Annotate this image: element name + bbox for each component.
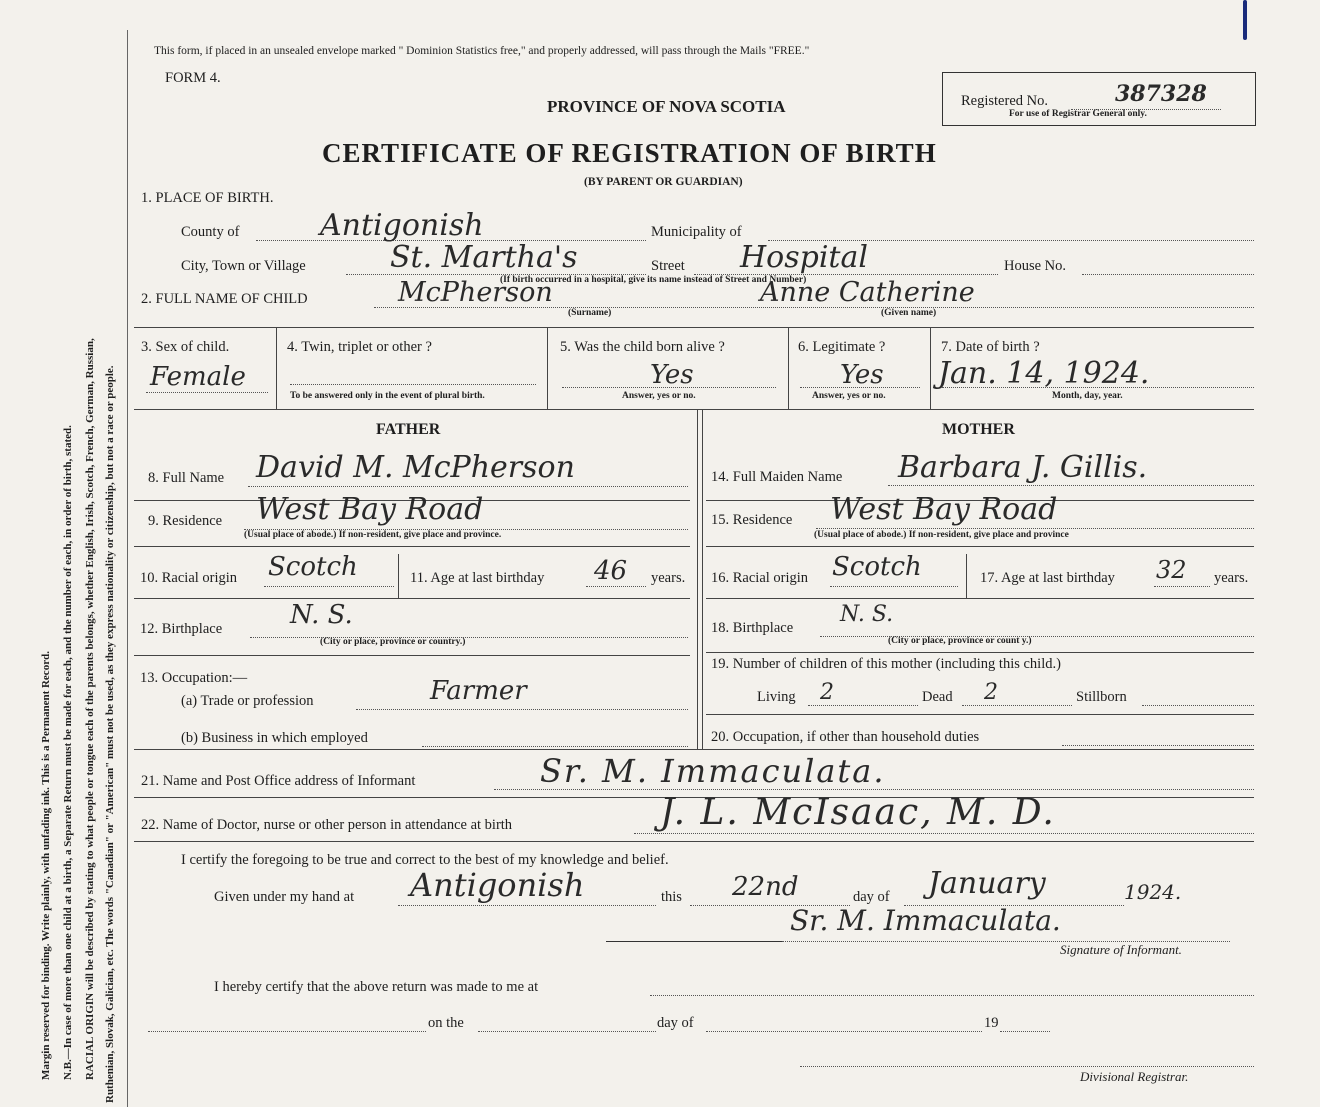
dob-note: Month, day, year. <box>1052 391 1123 401</box>
mother-heading: MOTHER <box>942 421 1015 438</box>
county-value: Antigonish <box>320 208 484 243</box>
legitimate-label: 6. Legitimate ? <box>798 339 886 355</box>
registrar-note: For use of Registrar General only. <box>1009 109 1147 119</box>
father-name-value: David M. McPherson <box>256 450 575 485</box>
father-birthplace-label: 12. Birthplace <box>140 621 223 637</box>
form-number: FORM 4. <box>165 70 221 86</box>
alive-label: 5. Was the child born alive ? <box>560 339 725 355</box>
street-value: Hospital <box>740 240 868 275</box>
child-given-value: Anne Catherine <box>760 277 975 308</box>
mother-name-value: Barbara J. Gillis. <box>898 450 1148 485</box>
alive-note: Answer, yes or no. <box>622 391 696 401</box>
mother-birthplace-value: N. S. <box>840 602 894 627</box>
child-surname-value: McPherson <box>398 277 553 308</box>
business-label: (b) Business in which employed <box>181 730 368 746</box>
mother-occupation-label: 20. Occupation, if other than household duties <box>711 729 980 745</box>
sex-value: Female <box>150 362 246 392</box>
twin-label: 4. Twin, triplet or other ? <box>287 339 432 355</box>
on-the-label: on the <box>428 1015 464 1031</box>
certificate-subtitle: (BY PARENT OR GUARDIAN) <box>584 176 743 188</box>
sex-label: 3. Sex of child. <box>141 339 230 355</box>
father-residence-value: West Bay Road <box>256 492 484 527</box>
mother-birthplace-label: 18. Birthplace <box>711 620 794 636</box>
living-value: 2 <box>820 680 834 705</box>
binding-rule <box>127 30 128 1107</box>
registered-box <box>942 72 1256 126</box>
mother-name-label: 14. Full Maiden Name <box>711 469 843 485</box>
mother-race-label: 16. Racial origin <box>711 570 809 586</box>
mother-birthplace-note: (City or place, province or count y.) <box>888 636 1032 646</box>
city-value: St. Martha's <box>390 240 578 275</box>
street-label: Street <box>651 258 685 274</box>
day-value: 22nd <box>732 872 799 902</box>
margin-line-1: Margin reserved for binding. Write plainly, with unfading ink. This is a Permanent Record. <box>40 651 52 1080</box>
mother-residence-label: 15. Residence <box>711 512 793 528</box>
signature-caption: Signature of Informant. <box>1060 942 1182 957</box>
father-residence-note: (Usual place of abode.) If non-resident, give place and province. <box>244 530 502 540</box>
registrar-day-of-label: day of <box>657 1015 694 1031</box>
alive-value: Yes <box>650 360 694 390</box>
father-birthplace-value: N. S. <box>290 600 353 630</box>
father-years-label: years. <box>651 570 686 586</box>
occupation-label: 13. Occupation:— <box>140 670 248 686</box>
registered-label: Registered No. <box>961 93 1048 109</box>
certificate-title: CERTIFICATE OF REGISTRATION OF BIRTH <box>322 138 937 168</box>
informant-label: 21. Name and Post Office address of Informant <box>141 773 416 789</box>
father-race-value: Scotch <box>268 552 358 582</box>
father-age-value: 46 <box>594 556 628 586</box>
place-heading: 1. PLACE OF BIRTH. <box>141 190 274 206</box>
surname-caption: (Surname) <box>568 308 612 318</box>
father-residence-label: 9. Residence <box>148 513 223 529</box>
city-label: City, Town or Village <box>181 258 306 274</box>
doctor-value: J. L. McIsaac, M. D. <box>660 792 1056 833</box>
margin-notes <box>0 0 128 1107</box>
municipality-label: Municipality of <box>651 224 742 240</box>
twin-note: To be answered only in the event of plural birth. <box>290 391 485 401</box>
given-place-value: Antigonish <box>410 866 585 904</box>
father-race-label: 10. Racial origin <box>140 570 238 586</box>
dob-label: 7. Date of birth ? <box>941 339 1040 355</box>
doctor-label: 22. Name of Doctor, nurse or other person in attendance at birth <box>141 817 513 833</box>
margin-line-4: Ruthenian, Slovak, Galician, etc. The words "Canadian" or "American" must not be used, as they express nationality or citizenship, but not a race or people. <box>104 365 116 1103</box>
living-label: Living <box>757 689 796 705</box>
mother-age-value: 32 <box>1156 556 1187 584</box>
dob-value: Jan. 14, 1924. <box>938 356 1150 391</box>
children-count-label: 19. Number of children of this mother (including this child.) <box>711 656 1061 672</box>
dead-value: 2 <box>984 680 998 705</box>
dead-label: Dead <box>922 689 953 705</box>
registrar-text: I hereby certify that the above return was made to me at <box>214 979 539 995</box>
registered-number: 387328 <box>1115 81 1207 107</box>
hospital-note: (If birth occurred in a hospital, give its name instead of Street and Number) <box>500 275 807 285</box>
month-value: January <box>928 866 1046 901</box>
registrar-year-label: 19 <box>984 1015 999 1031</box>
given-under-label: Given under my hand at <box>214 889 355 905</box>
house-label: House No. <box>1004 258 1067 274</box>
legitimate-value: Yes <box>840 360 884 390</box>
margin-line-3: RACIAL ORIGIN will be described by stating to what people or tongue each of the parents belongs, whether English, Irish, Scotch, French, German, Russian, <box>84 338 96 1080</box>
registrar-caption: Divisional Registrar. <box>1080 1069 1189 1084</box>
year-value: 1924. <box>1124 880 1182 904</box>
father-name-label: 8. Full Name <box>148 470 225 486</box>
trade-value: Farmer <box>430 676 527 706</box>
child-name-label: 2. FULL NAME OF CHILD <box>141 291 308 307</box>
certify-text: I certify the foregoing to be true and correct to the best of my knowledge and belief. <box>181 852 669 868</box>
given-caption: (Given name) <box>881 308 937 318</box>
mother-residence-value: West Bay Road <box>830 492 1058 527</box>
informant-signature: Sr. M. Immaculata. <box>790 904 1061 937</box>
father-age-label: 11. Age at last birthday <box>410 570 545 586</box>
legitimate-note: Answer, yes or no. <box>812 391 886 401</box>
mail-notice: This form, if placed in an unsealed envelope marked " Dominion Statistics free," and properly addressed, will pass through the Mails "FREE." <box>154 45 810 57</box>
mother-race-value: Scotch <box>832 552 922 582</box>
trade-label: (a) Trade or profession <box>181 693 314 709</box>
margin-line-2: N.B.—In case of more than one child at a birth, a Separate Return must be made for each, and the number of each, in order of birth, stated. <box>62 425 74 1080</box>
father-birthplace-note: (City or place, province or country.) <box>320 637 466 647</box>
mother-residence-note: (Usual place of abode.) If non-resident, give place and province <box>814 530 1069 540</box>
father-heading: FATHER <box>376 421 441 438</box>
province-heading: PROVINCE OF NOVA SCOTIA <box>547 97 786 116</box>
this-label: this <box>661 889 682 905</box>
day-of-label: day of <box>853 889 890 905</box>
stillborn-label: Stillborn <box>1076 689 1127 705</box>
county-label: County of <box>181 224 240 240</box>
informant-value: Sr. M. Immaculata. <box>540 752 886 790</box>
ink-mark <box>1243 0 1247 40</box>
mother-age-label: 17. Age at last birthday <box>980 570 1115 586</box>
mother-years-label: years. <box>1214 570 1249 586</box>
